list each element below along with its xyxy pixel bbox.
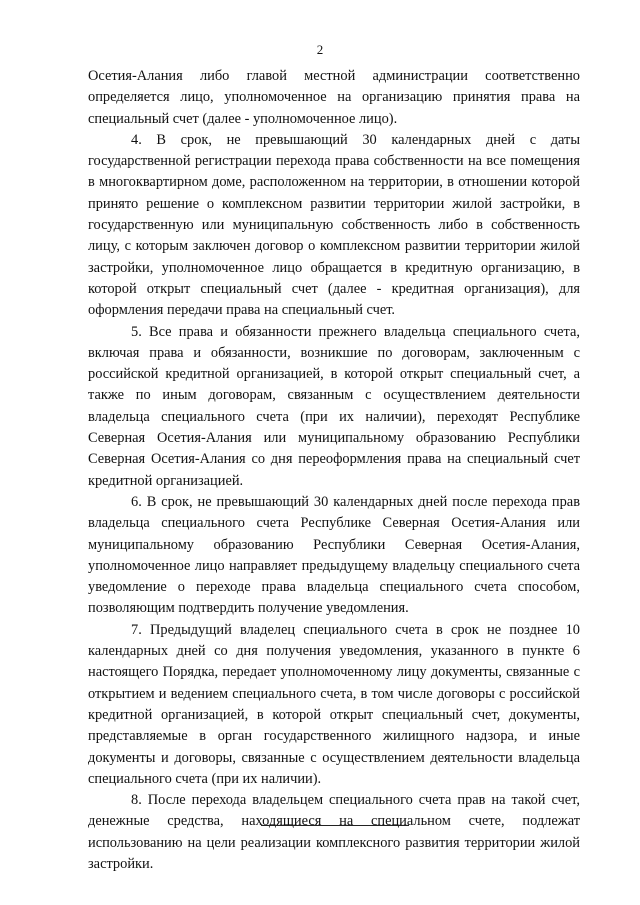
page-number: 2	[316, 42, 324, 57]
paragraph-6: 6. В срок, не превышающий 30 календарных дней после перехода прав владельца специального счета Республике Северная Осетия-Алания или муниципальному образованию Республики Северная Осетия-Алания, уполномоченное лицо направляет предыдущему владельцу специального счета уведомление о переходе права владельца специального счета способом, позволяющим подтвердить получение уведомления.	[88, 493, 580, 617]
paragraph-continuation: Осетия-Алания либо главой местной администрации соответственно определяется лицо, уполномоченное на организацию принятия права на специальный счет (далее - уполномоченное лицо).	[88, 68, 580, 127]
end-separator-line	[261, 825, 409, 826]
paragraph-4: 4. В срок, не превышающий 30 календарных дней с даты государственной регистрации перехода права собственности на все помещения в многоквартирном доме, расположенном на территории, в отношении которой принято решение о комплексном развитии территории жилой застройки, в государственную или муниципальную собственность либо в собственность лицу, с которым заключен договор о комплексном развитии территории жилой застройки, уполномоченное лицо обращается в кредитную организацию, в которой открыт специальный счет (далее - кредитная организация), для оформления передачи права на специальный счет.	[88, 131, 580, 319]
document-body	[88, 66, 580, 875]
paragraph-5: 5. Все права и обязанности прежнего владельца специального счета, включая права и обязанности, возникшие по договорам, заключенным с российской кредитной организацией, в которой открыт специальный счет, а также по иным договорам, связанным с осуществлением деятельности владельца специального счета (при их наличии), переходят Республике Северная Осетия-Алания или муниципальному образованию Республики Северная Осетия-Алания со дня переоформления права на специальный счет кредитной организацией.	[88, 323, 580, 489]
paragraph-7: 7. Предыдущий владелец специального счета в срок не позднее 10 календарных дней со дня получения уведомления, указанного в пункте 6 настоящего Порядка, передает уполномоченному лицу документы, связанные с открытием и ведением специального счета, в том числе договоры с российской кредитной организацией, в которой открыт специальный счет, документы, представляемые в орган государственного жилищного надзора, и иные документы и договоры, связанные с осуществлением деятельности владельца специального счета (при их наличии).	[88, 621, 580, 787]
paragraph-8: 8. После перехода владельцем специального счета прав на такой счет, денежные средства, находящиеся на специальном счете, подлежат использованию на цели реализации комплексного развития территории жилой застройки.	[88, 792, 580, 872]
